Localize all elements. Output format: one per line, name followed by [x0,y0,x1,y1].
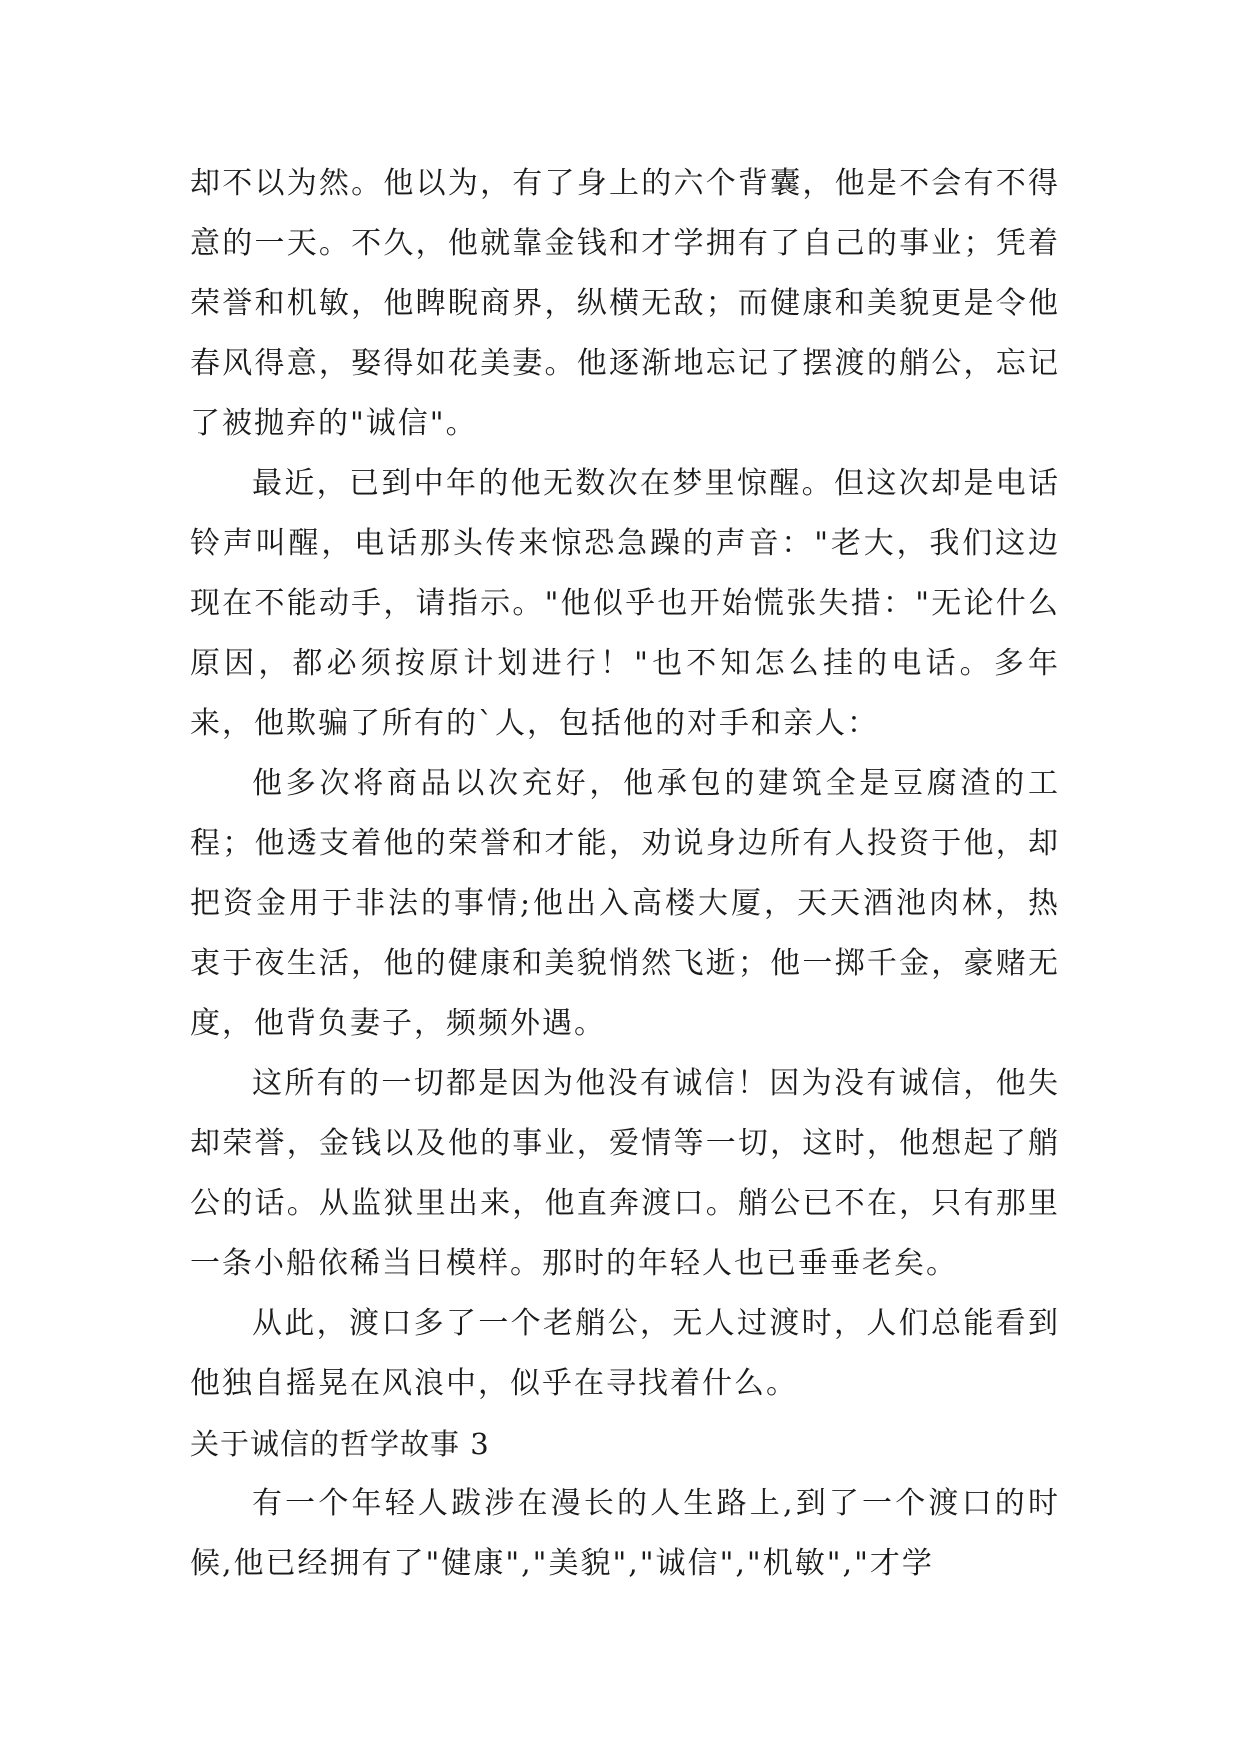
document-body [190,154,1060,1594]
section-heading: 关于诚信的哲学故事 3 [190,1427,490,1461]
paragraph-phone-call: 最近，已到中年的他无数次在梦里惊醒。但这次却是电话铃声叫醒，电话那头传来惊恐急躁的声音："老大，我们这边现在不能动手，请指示。"他似乎也开始慌张失措："无论什么原因，都必须按原计划进行！"也不知怎么挂的电话。多年来，他欺骗了所有的`人，包括他的对手和亲人： [190,466,1060,741]
paragraph-story-three-start: 有一个年轻人跋涉在漫长的人生路上,到了一个渡口的时候,他已经拥有了"健康","美貌","诚信","机敏","才学 [190,1486,1060,1581]
paragraph-continued: 却不以为然。他以为，有了身上的六个背囊，他是不会有不得意的一天。不久，他就靠金钱和才学拥有了自己的事业；凭着荣誉和机敏，他睥睨商界，纵横无敌；而健康和美貌更是令他春风得意，娶得如花美妻。他逐渐地忘记了摆渡的艄公，忘记了被抛弃的"诚信"。 [190,166,1060,441]
paragraph-ending: 从此，渡口多了一个老艄公，无人过渡时，人们总能看到他独自摇晃在风浪中，似乎在寻找着什么。 [190,1306,1060,1401]
paragraph-consequence: 这所有的一切都是因为他没有诚信！因为没有诚信，他失却荣誉，金钱以及他的事业，爱情等一切，这时，他想起了艄公的话。从监狱里出来，他直奔渡口。艄公已不在，只有那里一条小船依稀当日模样。那时的年轻人也已垂垂老矣。 [190,1066,1060,1281]
paragraph-deceptions: 他多次将商品以次充好，他承包的建筑全是豆腐渣的工程；他透支着他的荣誉和才能，劝说身边所有人投资于他，却把资金用于非法的事情;他出入高楼大厦，天天酒池肉林，热衷于夜生活，他的健康和美貌悄然飞逝；他一掷千金，豪赌无度，他背负妻子，频频外遇。 [190,766,1060,1041]
